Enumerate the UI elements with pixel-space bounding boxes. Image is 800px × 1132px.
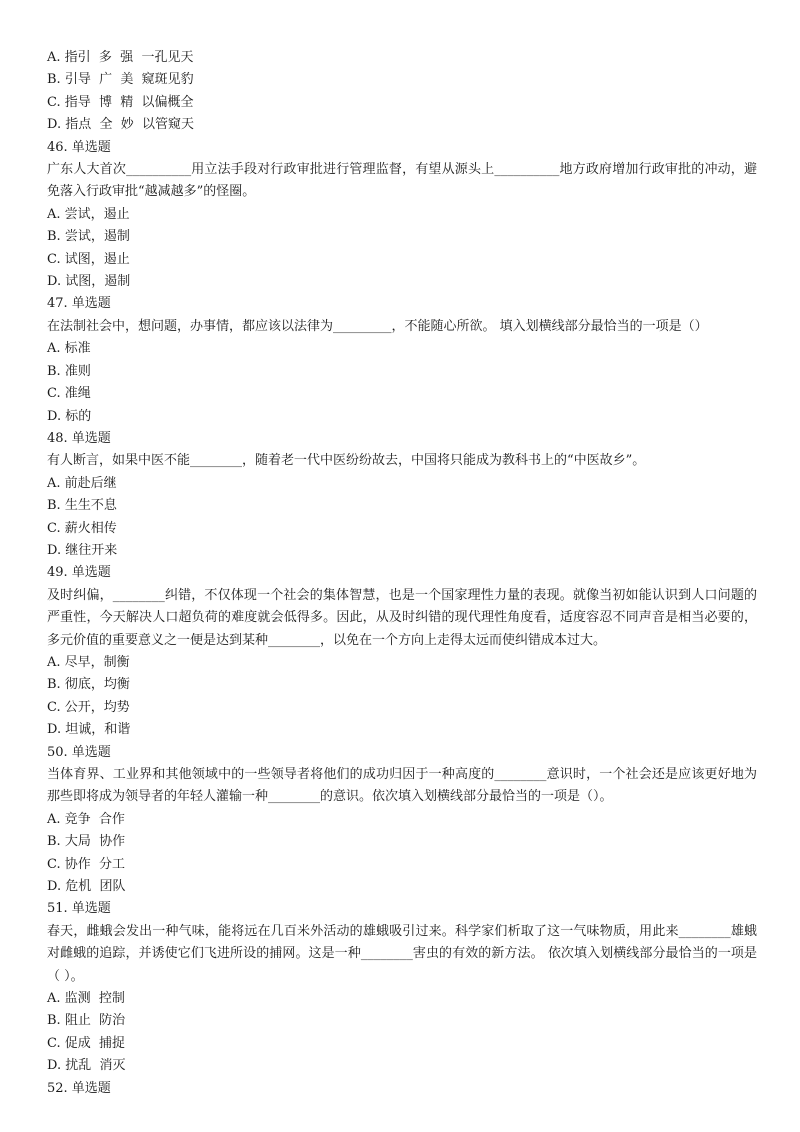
question-48 bbox=[47, 428, 757, 562]
option-a: A. 指引 多 强 一孔见天 bbox=[47, 50, 194, 65]
question-stem: 春天，雌蛾会发出一种气味，能将远在几百米外活动的雄蛾吸引过来。科学家们析取了这一气味物质，用此来________雄蛾对雌蛾的追踪，并诱使它们飞进所设的捕网。这是一种________害虫的有效的新方法。 依次填入划横线部分最恰当的一项是（ ）。 bbox=[47, 923, 757, 984]
option-d: D. 指点 全 妙 以管窥天 bbox=[47, 117, 195, 133]
question-stem: 在法制社会中，想问题，办事情，都应该以法律为_________，不能随心所欲。 填入划横线部分最恰当的一项是（） bbox=[47, 318, 708, 334]
question-49 bbox=[47, 562, 757, 741]
option-d: D. 试图，遏制 bbox=[47, 274, 131, 290]
option-a: A. 标准 bbox=[47, 341, 91, 357]
option-b: B. 大局 协作 bbox=[47, 834, 126, 850]
option-b: B. 引导 广 美 窥斑见豹 bbox=[47, 72, 194, 88]
option-b: B. 准则 bbox=[47, 363, 91, 379]
question-header: 52. 单选题 bbox=[47, 1080, 111, 1096]
question-stem: 当体育界、工业界和其他领域中的一些领导者将他们的成功归因于一种高度的________意识时，一个社会还是应该更好地为那些即将成为领导者的年轻人灌输一种________的意识。依次填入划横线部分最恰当的一项是（）。 bbox=[47, 767, 757, 805]
option-c: C. 指导 博 精 以偏概全 bbox=[47, 94, 194, 110]
question-45-options bbox=[47, 47, 757, 137]
option-d: D. 标的 bbox=[47, 408, 92, 424]
question-header: 47. 单选题 bbox=[47, 296, 111, 312]
option-b: B. 彻底，均衡 bbox=[47, 677, 130, 693]
question-52 bbox=[47, 1078, 757, 1100]
option-c: C. 公开，均势 bbox=[47, 699, 130, 715]
option-a: A. 监测 控制 bbox=[47, 991, 125, 1007]
option-a: A. 竞争 合作 bbox=[47, 811, 125, 827]
question-stem: 有人断言，如果中医不能________，随着老一代中医纷纷故去，中国将只能成为教科书上的“中医故乡”。 bbox=[47, 453, 646, 469]
question-header: 51. 单选题 bbox=[47, 901, 111, 917]
option-b: B. 尝试，遏制 bbox=[47, 229, 130, 245]
option-d: D. 扰乱 消灭 bbox=[47, 1058, 126, 1074]
question-header: 46. 单选题 bbox=[47, 139, 111, 155]
option-c: C. 准绳 bbox=[47, 386, 91, 402]
question-header: 48. 单选题 bbox=[47, 430, 111, 446]
question-header: 49. 单选题 bbox=[47, 565, 111, 581]
option-a: A. 尝试，遏止 bbox=[47, 206, 130, 222]
option-a: A. 尽早，制衡 bbox=[47, 654, 130, 670]
question-header: 50. 单选题 bbox=[47, 744, 111, 760]
option-c: C. 薪火相传 bbox=[47, 520, 117, 536]
option-d: D. 坦诚，和谐 bbox=[47, 722, 131, 738]
question-51 bbox=[47, 898, 757, 1077]
option-b: B. 阻止 防治 bbox=[47, 1013, 126, 1029]
option-c: C. 促成 捕捉 bbox=[47, 1035, 126, 1051]
option-c: C. 试图，遏止 bbox=[47, 251, 130, 267]
option-c: C. 协作 分工 bbox=[47, 856, 126, 872]
option-d: D. 危机 团队 bbox=[47, 879, 126, 895]
question-stem: 及时纠偏，________纠错，不仅体现一个社会的集体智慧，也是一个国家理性力量的表现。就像当初如能认识到人口问题的严重性，今天解决人口超负荷的难度就会低得多。因此，从及时纠错的现代理性角度看，适度容忍不同声音是相当必要的，多元价值的重要意义之一便是达到某种________，以免在一个方向上走得太远而使纠错成本过大。 bbox=[47, 587, 757, 648]
option-b: B. 生生不息 bbox=[47, 498, 117, 514]
option-d: D. 继往开来 bbox=[47, 542, 118, 558]
question-46 bbox=[47, 137, 757, 294]
question-document bbox=[47, 47, 757, 1100]
option-a: A. 前赴后继 bbox=[47, 475, 117, 491]
question-50 bbox=[47, 742, 757, 899]
question-stem: 广东人大首次__________用立法手段对行政审批进行管理监督，有望从源头上__________地方政府增加行政审批的冲动，避免落入行政审批“越减越多”的怪圈。 bbox=[47, 162, 757, 200]
question-47 bbox=[47, 293, 757, 427]
